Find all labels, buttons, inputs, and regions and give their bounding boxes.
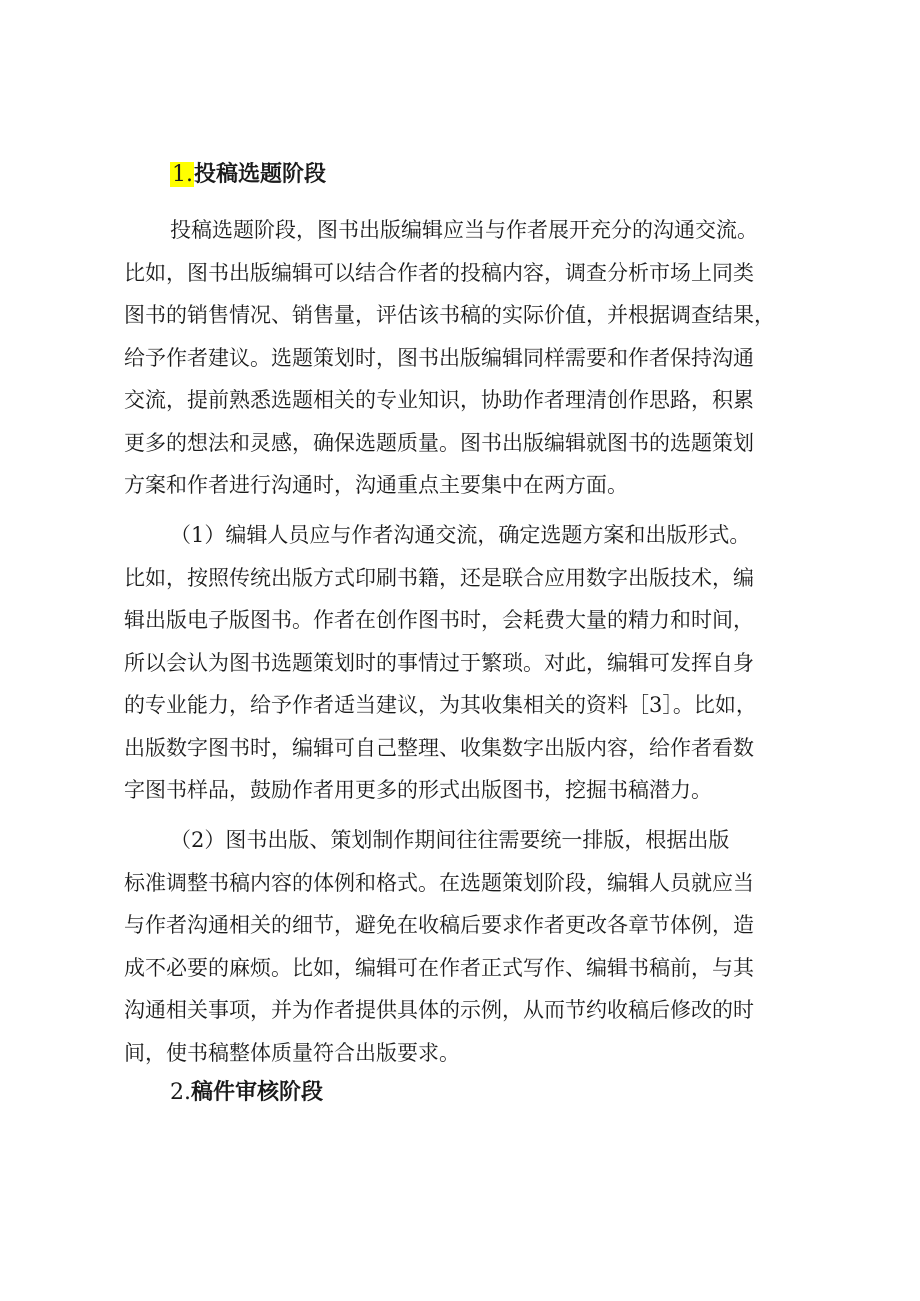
section-title-2: 稿件审核阶段 <box>191 1080 324 1105</box>
paragraph-3 <box>124 819 812 1074</box>
paragraph-line: 标准调整书稿内容的体例和格式。在选题策划阶段，编辑人员就应当 <box>124 870 754 895</box>
paragraph-line: 比如，按照传统出版方式印刷书籍，还是联合应用数字出版技术，编 <box>124 565 754 590</box>
paragraph-line: 所以会认为图书选题策划时的事情过于繁琐。对此，编辑可发挥自身 <box>124 650 754 675</box>
section-heading-2 <box>170 1078 323 1108</box>
paragraph-line: 的专业能力，给予作者适当建议，为其收集相关的资料［3］。比如， <box>124 693 757 717</box>
paragraph-line: 辑出版电子版图书。作者在创作图书时，会耗费大量的精力和时间， <box>124 608 754 632</box>
paragraph-line: 更多的想法和灵感，确保选题质量。图书出版编辑就图书的选题策划 <box>124 430 754 455</box>
paragraph-line: 交流，提前熟悉选题相关的专业知识，协助作者理清创作思路，积累 <box>124 388 754 412</box>
section-title-1: 投稿选题阶段 <box>194 162 327 187</box>
paragraph-line: 给予作者建议。选题策划时，图书出版编辑同样需要和作者保持沟通 <box>124 345 754 370</box>
paragraph-2 <box>124 514 812 812</box>
paragraph-line: 投稿选题阶段，图书出版编辑应当与作者展开充分的沟通交流。 <box>170 218 758 242</box>
paragraph-line: 比如，图书出版编辑可以结合作者的投稿内容，调查分析市场上同类 <box>124 260 754 285</box>
paragraph-line: 沟通相关事项，并为作者提供具体的示例，从而节约收稿后修改的时 <box>124 998 754 1022</box>
paragraph-line: 与作者沟通相关的细节，避免在收稿后要求作者更改各章节体例，造 <box>124 913 754 937</box>
paragraph-line: 出版数字图书时，编辑可自己整理、收集数字出版内容，给作者看数 <box>124 735 754 760</box>
paragraph-line: 间，使书稿整体质量符合出版要求。 <box>124 1040 460 1065</box>
paragraph-line: （2）图书出版、策划制作期间往往需要统一排版，根据出版 <box>170 828 730 852</box>
section-heading-1 <box>170 160 326 190</box>
paragraph-line: 图书的销售情况、销售量，评估该书稿的实际价值，并根据调查结果， <box>124 303 775 327</box>
paragraph-line: 成不必要的麻烦。比如，编辑可在作者正式写作、编辑书稿前，与其 <box>124 955 754 980</box>
paragraph-line: （1）编辑人员应与作者沟通交流，确定选题方案和出版形式。 <box>170 523 751 547</box>
section-number-1: 1. <box>172 162 193 187</box>
paragraph-1 <box>124 209 812 507</box>
paragraph-line: 字图书样品，鼓励作者用更多的形式出版图书，挖掘书稿潜力。 <box>124 778 712 802</box>
section-number-2: 2. <box>170 1080 191 1105</box>
paragraph-line: 方案和作者进行沟通时，沟通重点主要集中在两方面。 <box>124 473 628 497</box>
